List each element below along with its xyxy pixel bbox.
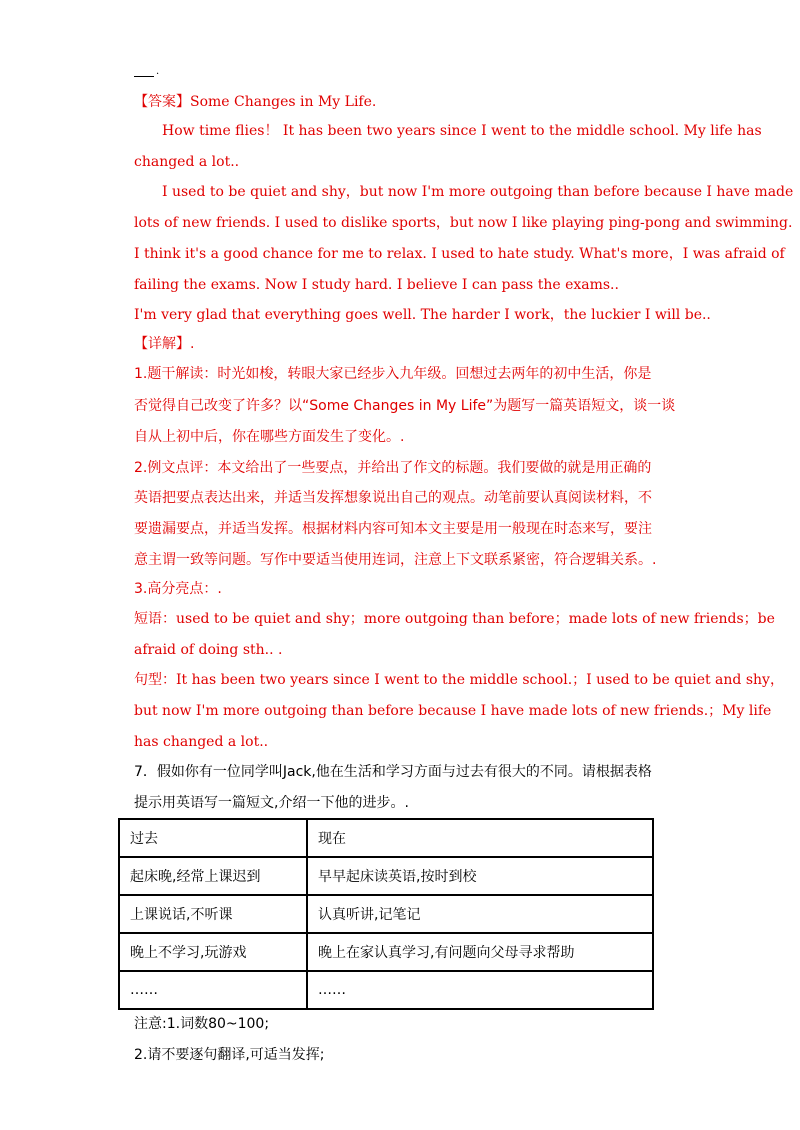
table-cell: 认真听讲,记笔记 — [307, 895, 653, 933]
answer-title: Some Changes in My Life. — [190, 94, 377, 110]
table-row — [119, 933, 653, 971]
table-row — [119, 857, 653, 895]
explain-label: 【详解】. — [134, 336, 195, 352]
table-cell: 晚上在家认真学习,有问题向父母寻求帮助 — [307, 933, 653, 971]
table-cell: 上课说话,不听课 — [119, 895, 307, 933]
table-cell: 过去 — [119, 819, 307, 857]
table-cell: 早早起床读英语,按时到校 — [307, 857, 653, 895]
answer-line: I'm very glad that everything goes well. The harder I work，the luckier I will be.. — [134, 307, 711, 323]
note-line: 注意:1.词数80~100; — [134, 1016, 270, 1032]
blank-dot: . — [156, 66, 160, 77]
answer-line: I think it's a good chance for me to relax. I used to hate study. What's more，I was afraid of — [134, 246, 785, 262]
table-cell: …… — [119, 971, 307, 1009]
answer-label: 【答案】 — [134, 94, 190, 110]
note-line: 2.请不要逐句翻译,可适当发挥; — [134, 1047, 325, 1063]
table-cell: 起床晚,经常上课迟到 — [119, 857, 307, 895]
table-cell: 现在 — [307, 819, 653, 857]
explain-line: 英语把要点表达出来，并适当发挥想象说出自己的观点。动笔前要认真阅读材料，不 — [134, 490, 652, 506]
blank-underline — [134, 64, 154, 77]
answer-heading — [134, 92, 376, 112]
question-line: 提示用英语写一篇短文,介绍一下他的进步。. — [134, 795, 409, 811]
explain-line: 短语：used to be quiet and shy；more outgoing than before；made lots of new friends；be — [134, 611, 775, 627]
table-row — [119, 895, 653, 933]
answer-line: How time flies！ It has been two years since I went to the middle school. My life has — [162, 123, 762, 139]
explain-line: 3.高分亮点：. — [134, 581, 222, 597]
table-row — [119, 819, 653, 857]
explain-line: 1.题干解读：时光如梭，转眼大家已经步入九年级。回想过去两年的初中生活，你是 — [134, 366, 652, 382]
answer-line: changed a lot.. — [134, 154, 240, 170]
answer-line: lots of new friends. I used to dislike sports，but now I like playing ping-pong and swimming. — [134, 215, 793, 231]
answer-line: I used to be quiet and shy，but now I'm more outgoing than before because I have made — [162, 184, 794, 200]
explain-line: but now I'm more outgoing than before because I have made lots of new friends.；My life — [134, 703, 772, 719]
table-cell: 晚上不学习,玩游戏 — [119, 933, 307, 971]
table-cell: …… — [307, 971, 653, 1009]
explain-line: has changed a lot.. — [134, 734, 269, 750]
progress-table — [118, 818, 654, 1010]
explain-line: 句型：It has been two years since I went to the middle school.；I used to be quiet and shy， — [134, 672, 784, 688]
explain-line: 否觉得自己改变了许多？以“Some Changes in My Life”为题写一篇英语短文，谈一谈 — [134, 398, 676, 414]
question-line: 7．假如你有一位同学叫Jack,他在生活和学习方面与过去有很大的不同。请根据表格 — [134, 764, 652, 780]
answer-line: failing the exams. Now I study hard. I believe I can pass the exams.. — [134, 277, 619, 293]
explain-line: 要遗漏要点，并适当发挥。根据材料内容可知本文主要是用一般现在时态来写，要注 — [134, 521, 652, 537]
table-row — [119, 971, 653, 1009]
explain-line: 2.例文点评：本文给出了一些要点，并给出了作文的标题。我们要做的就是用正确的 — [134, 460, 652, 476]
explain-line: 意主谓一致等问题。写作中要适当使用连词，注意上下文联系紧密，符合逻辑关系。. — [134, 552, 657, 568]
explain-line: 自从上初中后，你在哪些方面发生了变化。. — [134, 429, 405, 445]
explain-line: afraid of doing sth.. . — [134, 642, 283, 658]
